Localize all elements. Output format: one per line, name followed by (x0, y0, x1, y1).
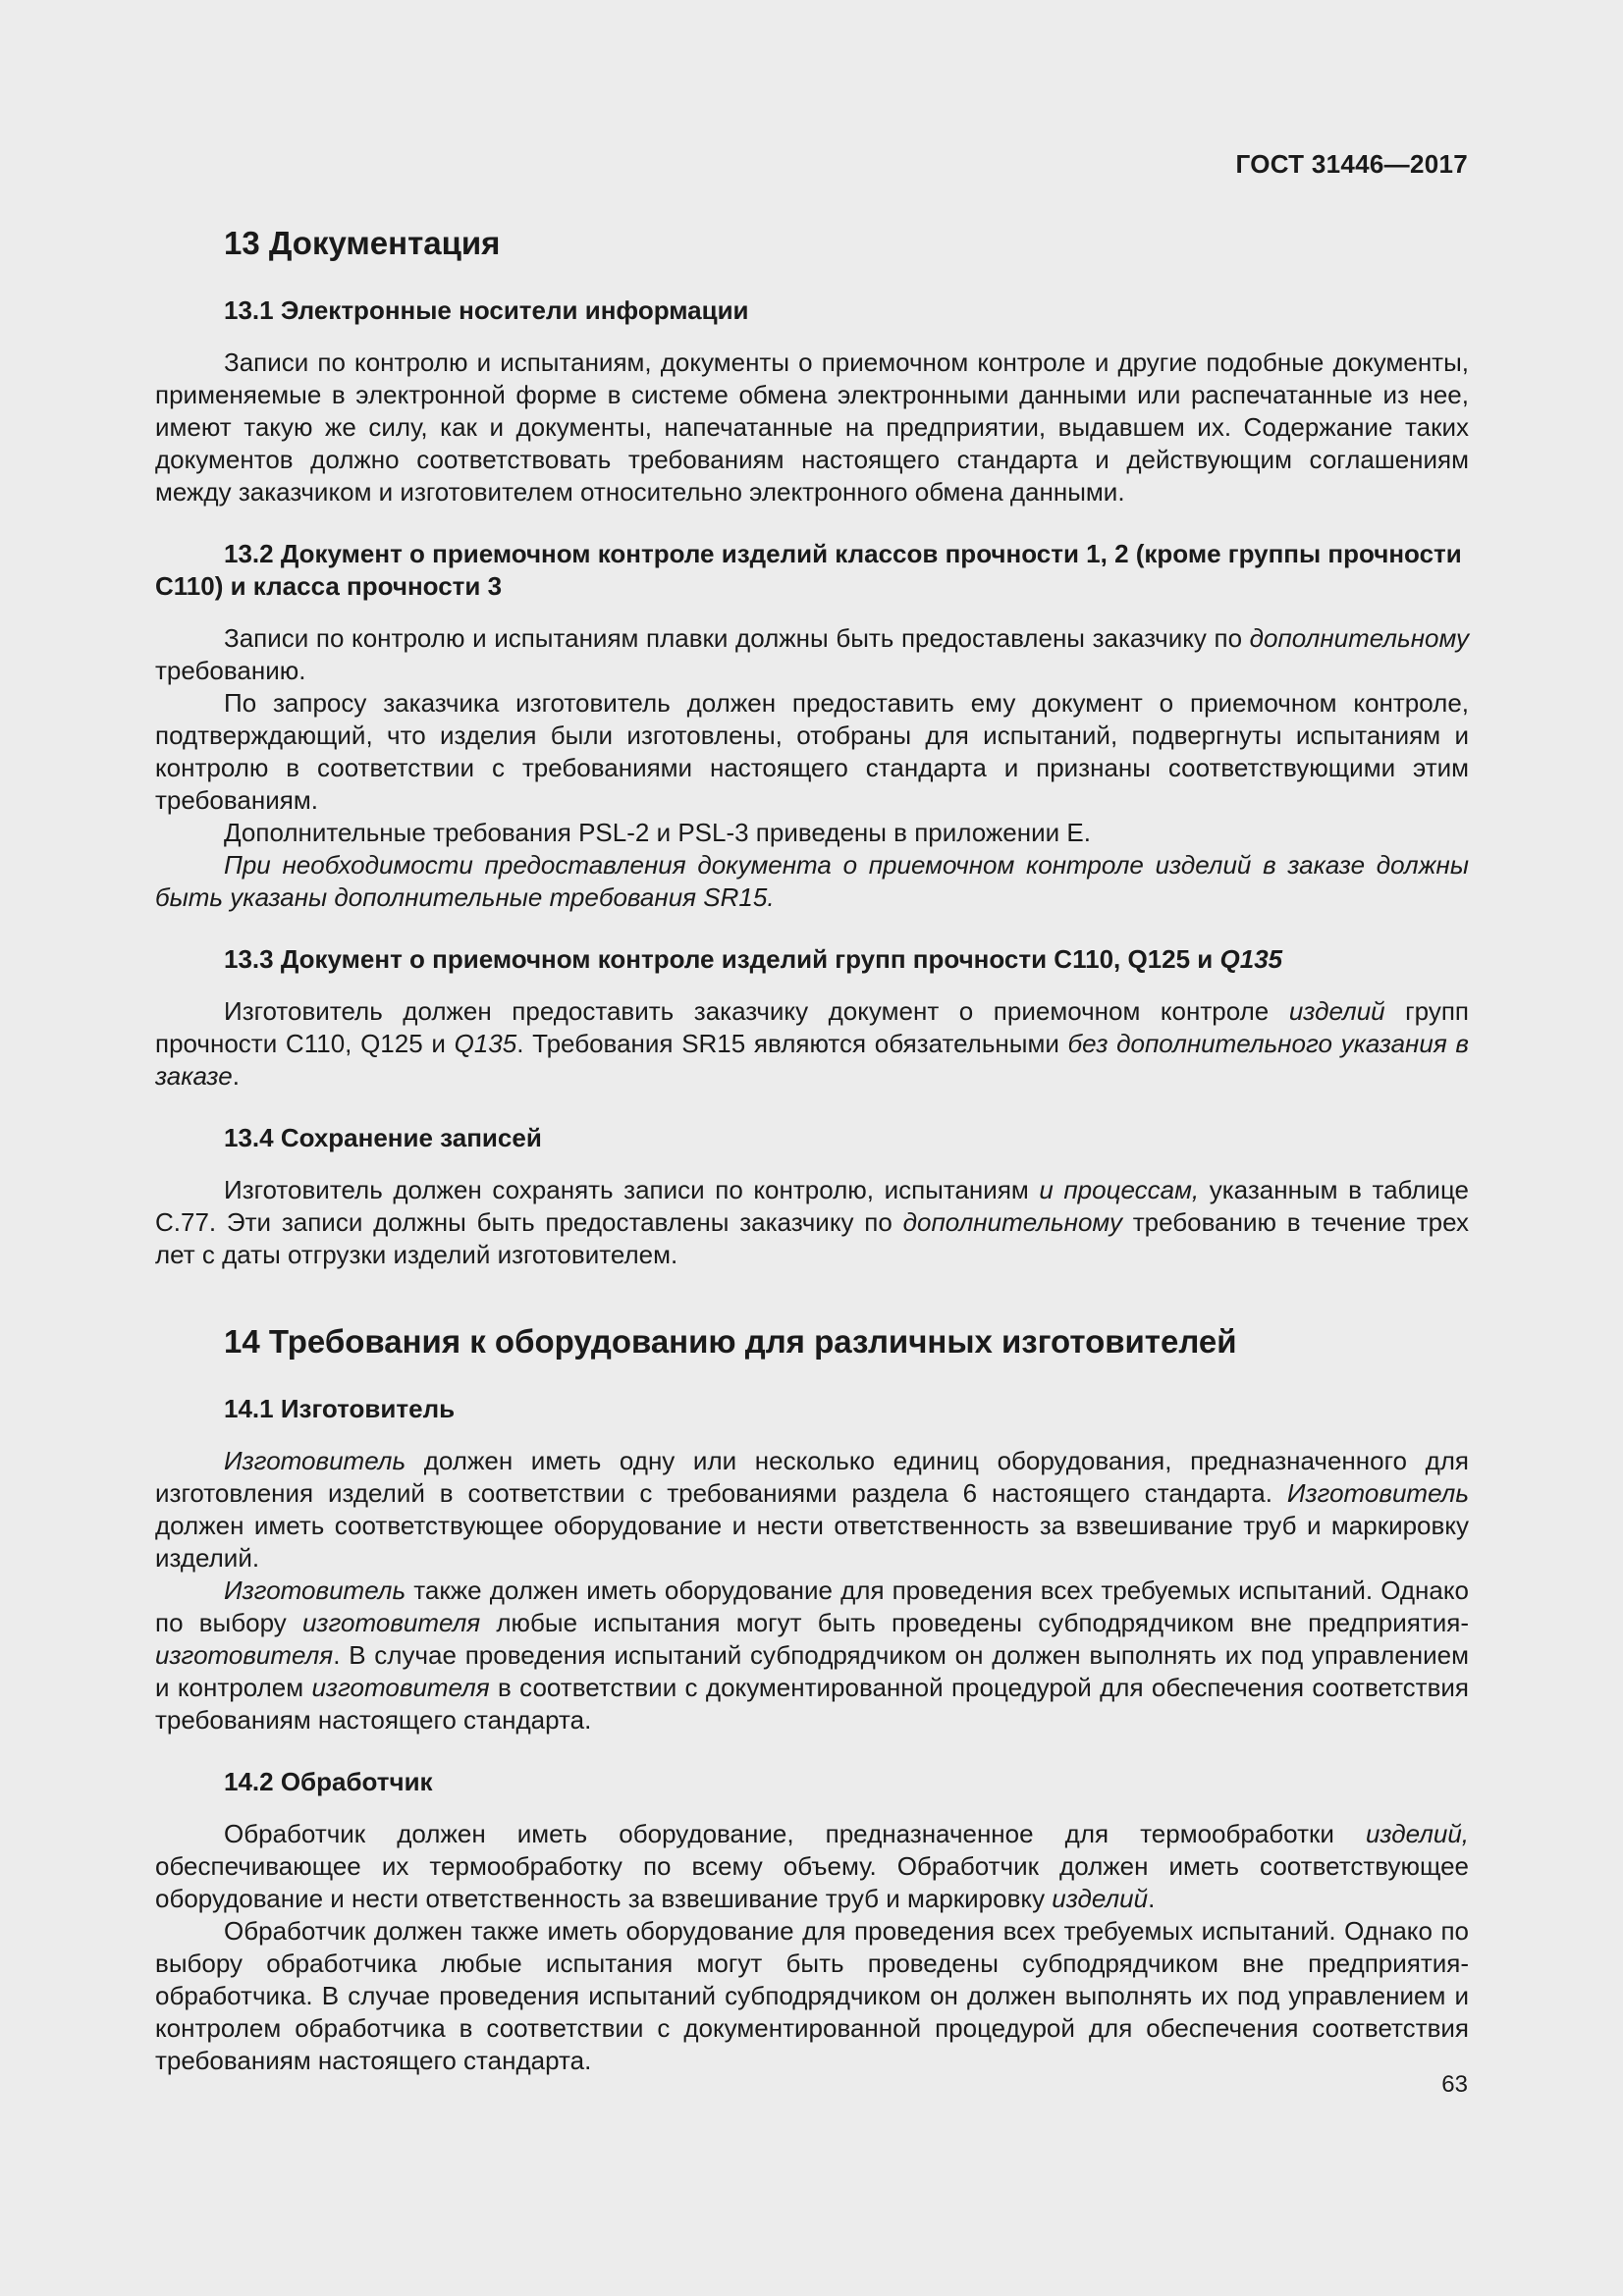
page-number: 63 (1441, 2071, 1468, 2098)
italic-span: Q135 (1219, 944, 1283, 974)
text-span: требованию в течение трех лет с даты отгрузки изделий изготовителем. (155, 1207, 1469, 1269)
text-span: . (232, 1061, 240, 1091)
text-span: Записи по контролю и испытаниям плавки должны быть предоставлены заказчику по (224, 623, 1250, 653)
section-13-1-title: 13.1 Электронные носители информации (224, 295, 749, 325)
italic-span: дополнительному (902, 1207, 1122, 1237)
italic-span: изделий (1288, 996, 1385, 1026)
text-span: Обработчик должен иметь оборудование, предназначенное для термообработки (224, 1819, 1366, 1848)
text-span: указанным в таблице С.77. Эти записи должны быть предоставлены заказчику по (155, 1175, 1470, 1237)
italic-span: без дополнительного указания в заказе (155, 1029, 1469, 1091)
italic-span: При необходимости предоставления документа о приемочном контроле изделий в заказе должны быть указаны дополнительные требования SR15. (155, 850, 1469, 912)
text-span: требованию. (155, 656, 306, 685)
section-13-2-title: 13.2 Документ о приемочном контроле изделий классов прочности 1, 2 (кроме группы прочности С110) и класса прочности 3 (155, 539, 1462, 601)
page-content (155, 222, 1469, 2077)
italic-span: дополнительному (1249, 623, 1469, 653)
section-13-2-paragraph-4 (155, 849, 1469, 914)
italic-span: изготовителя (155, 1640, 334, 1670)
italic-span: изделий (1052, 1884, 1149, 1913)
italic-span: Изготовитель (224, 1446, 406, 1475)
section-13-3-title (155, 943, 1469, 976)
text-span: также должен иметь оборудование для проведения всех требуемых испытаний. Однако по выбору (155, 1575, 1469, 1637)
italic-span: и процессам, (1039, 1175, 1200, 1204)
text-span: . Требования SR15 являются обязательными (516, 1029, 1068, 1058)
italic-span: изготовителя (311, 1673, 490, 1702)
document-id: ГОСТ 31446—2017 (1235, 149, 1468, 179)
section-14-1-title: 14.1 Изготовитель (224, 1394, 456, 1423)
italic-span: изготовителя (301, 1608, 481, 1637)
section-14-2-paragraph-1 (155, 1818, 1469, 1915)
text-span: любые испытания могут быть проведены субподрядчиком вне предприятия- (480, 1608, 1469, 1637)
section-13-title: 13 Документация (224, 225, 501, 261)
italic-span: Изготовитель (224, 1575, 406, 1605)
section-14-2-title: 14.2 Обработчик (224, 1767, 433, 1796)
section-13-2-paragraph-3: Дополнительные требования PSL-2 и PSL-3 приведены в приложении Е. (224, 818, 1091, 847)
section-13-4-paragraph (155, 1174, 1469, 1271)
italic-span: Q135 (454, 1029, 517, 1058)
section-13-3-paragraph (155, 995, 1469, 1093)
text-span: 13.3 Документ о приемочном контроле изделий групп прочности С110, Q125 и (224, 944, 1220, 974)
section-13-4-title: 13.4 Сохранение записей (224, 1123, 542, 1152)
text-span: . (1148, 1884, 1156, 1913)
section-13-2-paragraph-1 (155, 622, 1469, 687)
text-span: обеспечивающее их термообработку по всему объему. Обработчик должен иметь соответствующее оборудование и нести ответственность за взвешивание труб и маркировку (155, 1851, 1469, 1913)
text-span: Изготовитель должен предоставить заказчику документ о приемочном контроле (224, 996, 1289, 1026)
section-14-1-paragraph-1 (155, 1445, 1469, 1575)
text-span: должен иметь одну или несколько единиц оборудования, предназначенного для изготовления изделий в соответствии с требованиями раздела 6 настоящего стандарта. (155, 1446, 1469, 1508)
text-span: . В случае проведения испытаний субподрядчиком он должен выполнять их под управлением и контролем (155, 1640, 1469, 1702)
section-14-2-paragraph-2: Обработчик должен также иметь оборудование для проведения всех требуемых испытаний. Однако по выбору обработчика любые испытания могут быть проведены субподрядчиком вне предприятия-обработчика. В случае проведения испытаний субподрядчиком он должен выполнять их под управлением и контролем обработчика в соответствии с документированной процедурой для обеспечения соответствия требованиям настоящего стандарта. (155, 1916, 1469, 2075)
section-13-1-paragraph: Записи по контролю и испытаниям, документы о приемочном контроле и другие подобные документы, применяемые в электронной форме в системе обмена электронными данными или распечатанные из нее, имеют такую же силу, как и документы, напечатанные на предприятии, выдавшем их. Содержание таких документов должно соответствовать требованиям настоящего стандарта и действующим соглашениям между заказчиком и изготовителем относительно электронного обмена данными. (155, 347, 1469, 507)
italic-span: изделий, (1365, 1819, 1469, 1848)
section-13-2-paragraph-2: По запросу заказчика изготовитель должен предоставить ему документ о приемочном контроле, подтверждающий, что изделия были изготовлены, отобраны для испытаний, подвергнуты испытаниям и контролю в соответствии с требованиями настоящего стандарта и признаны соответствующими этим требованиям. (155, 688, 1469, 815)
section-14-title: 14 Требования к оборудованию для различных изготовителей (224, 1323, 1237, 1360)
text-span: должен иметь соответствующее оборудование и нести ответственность за взвешивание труб и маркировку изделий. (155, 1511, 1469, 1573)
text-span: групп прочности С110, Q125 и (155, 996, 1469, 1058)
section-14-1-paragraph-2 (155, 1575, 1469, 1736)
italic-span: Изготовитель (1286, 1478, 1469, 1508)
text-span: в соответствии с документированной процедурой для обеспечения соответствия требованиям настоящего стандарта. (155, 1673, 1470, 1735)
text-span: Изготовитель должен сохранять записи по контролю, испытаниям (224, 1175, 1040, 1204)
